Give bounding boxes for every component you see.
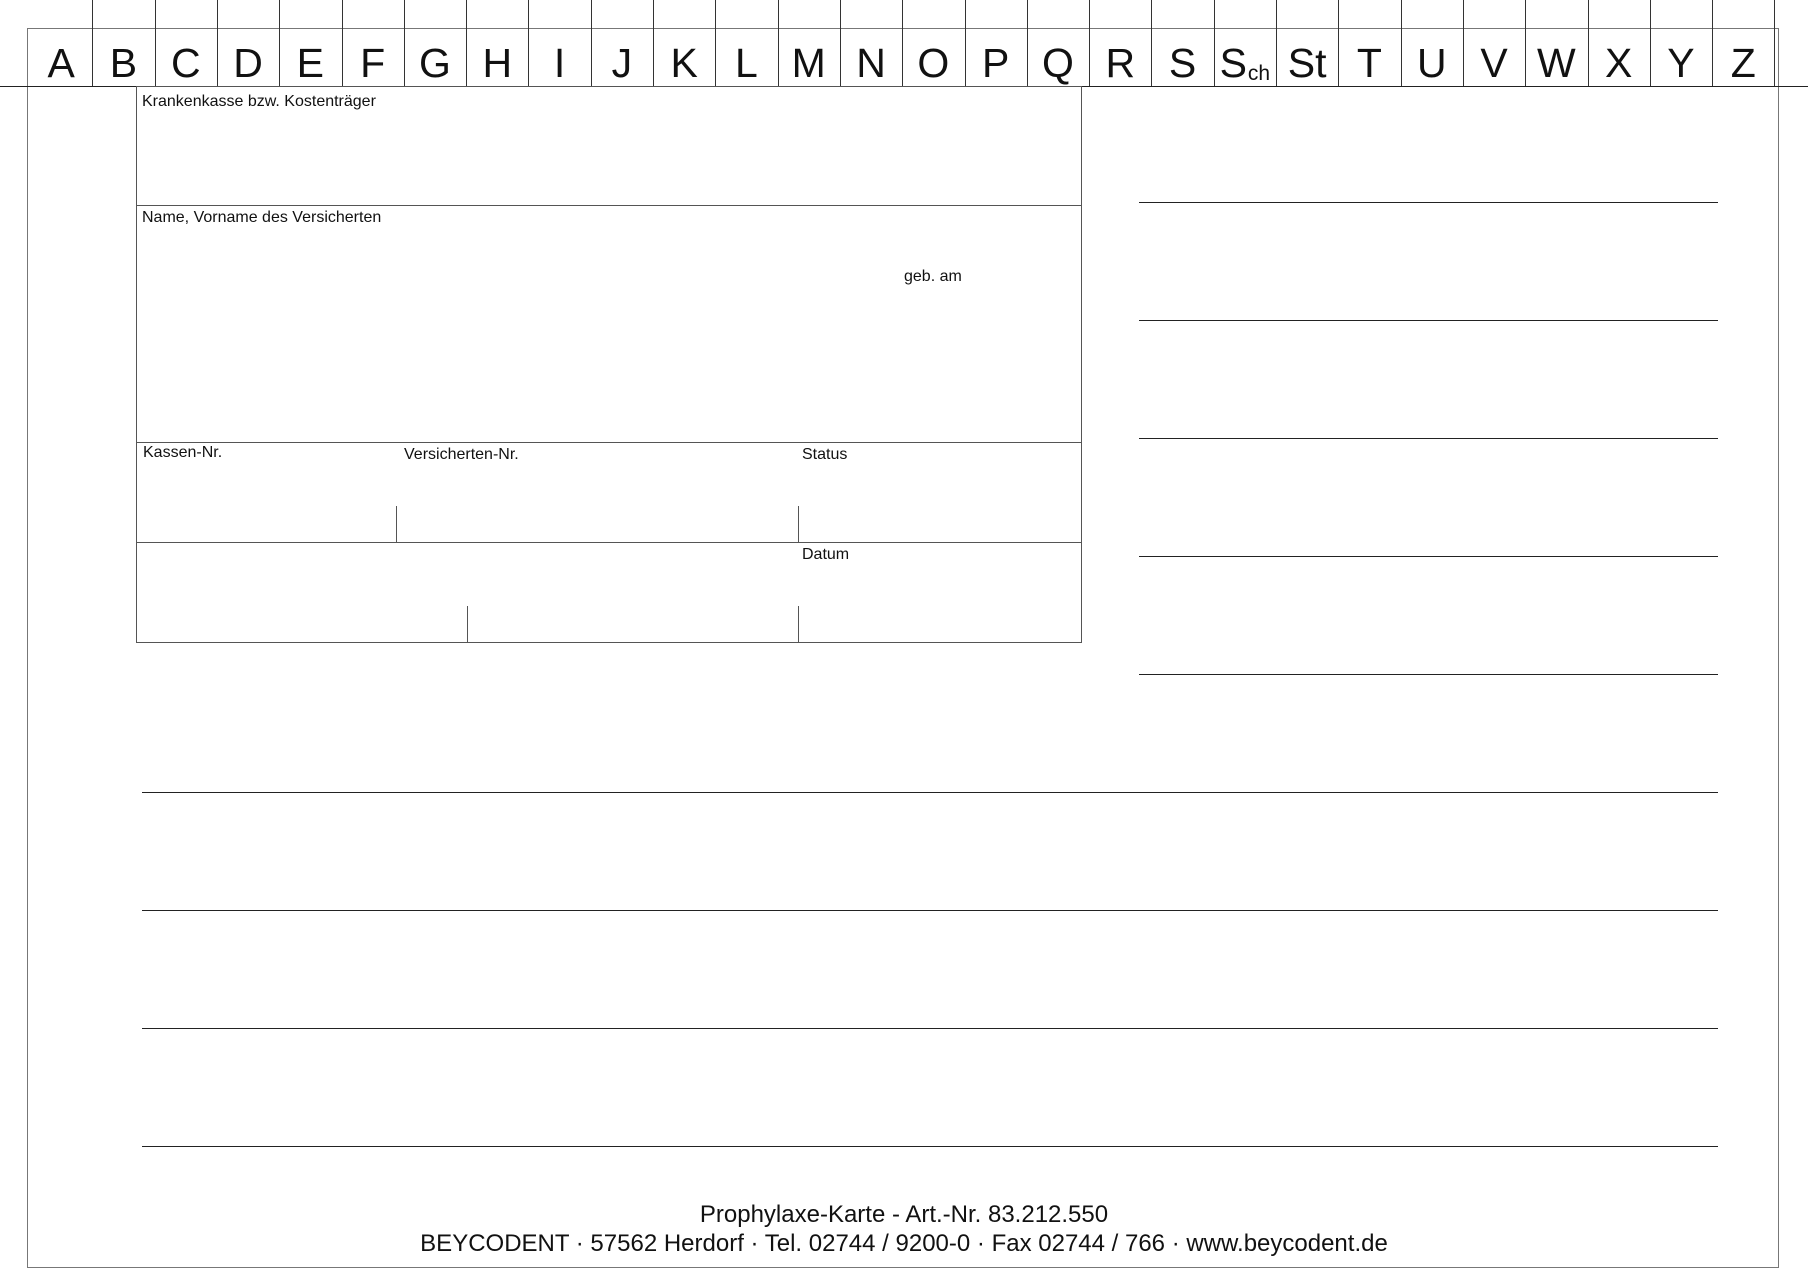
tab-t xyxy=(1338,0,1400,86)
tab-b xyxy=(92,0,154,86)
tab-u xyxy=(1401,0,1463,86)
tab-separator xyxy=(155,0,156,86)
tab-w xyxy=(1525,0,1587,86)
tab-letter: Y xyxy=(1667,40,1695,86)
footer-company-line: BEYCODENT · 57562 Herdorf · Tel. 02744 / 9200-0 · Fax 02744 / 766 · www.beycodent.de xyxy=(420,1230,1388,1257)
tab-separator xyxy=(840,0,841,86)
tab-separator xyxy=(591,0,592,86)
writing-line-right xyxy=(1139,556,1718,557)
tab-sch xyxy=(1214,0,1276,86)
tab-separator xyxy=(279,0,280,86)
tab-m xyxy=(778,0,840,86)
writing-line-full xyxy=(142,1146,1718,1147)
writing-line-right xyxy=(1139,674,1718,675)
tab-letter: F xyxy=(360,40,386,86)
form-box xyxy=(136,86,1082,643)
tab-separator xyxy=(1401,0,1402,86)
tab-k xyxy=(653,0,715,86)
tab-q xyxy=(1027,0,1089,86)
tab-separator xyxy=(1151,0,1152,86)
tab-letter: H xyxy=(482,40,513,86)
tab-letter: X xyxy=(1604,40,1633,86)
tab-letter: S xyxy=(1219,40,1247,86)
tab-st xyxy=(1276,0,1338,86)
form-tick-1 xyxy=(396,506,397,542)
tab-separator xyxy=(1338,0,1339,86)
tab-letter: Z xyxy=(1730,40,1756,86)
form-divider-3 xyxy=(136,542,1082,543)
tab-s xyxy=(1151,0,1213,86)
tab-letter: T xyxy=(1356,40,1382,86)
tab-z xyxy=(1712,0,1774,86)
tab-separator xyxy=(92,0,93,86)
tab-c xyxy=(155,0,217,86)
tab-letter: O xyxy=(917,40,950,86)
writing-line-right xyxy=(1139,202,1718,203)
tab-h xyxy=(466,0,528,86)
tab-separator xyxy=(217,0,218,86)
tab-l xyxy=(715,0,777,86)
form-divider-1 xyxy=(136,205,1082,206)
tab-separator xyxy=(404,0,405,86)
tab-v xyxy=(1463,0,1525,86)
writing-line-full xyxy=(142,910,1718,911)
tab-separator xyxy=(715,0,716,86)
insurer-label: Krankenkasse bzw. Kostenträger xyxy=(142,93,376,110)
form-tick-2 xyxy=(798,506,799,542)
insured-number-label: Versicherten-Nr. xyxy=(404,446,519,463)
tab-letter: G xyxy=(418,40,451,86)
tab-e xyxy=(279,0,341,86)
tab-letter-suffix: ch xyxy=(1247,62,1271,85)
tab-letter: C xyxy=(170,40,201,86)
tab-separator xyxy=(342,0,343,86)
insured-name-label: Name, Vorname des Versicherten xyxy=(142,209,382,226)
tab-g xyxy=(404,0,466,86)
tab-separator xyxy=(1588,0,1589,86)
tab-separator xyxy=(653,0,654,86)
writing-line-full xyxy=(142,1028,1718,1029)
tab-letter: E xyxy=(296,40,325,86)
tab-separator xyxy=(778,0,779,86)
status-label: Status xyxy=(802,446,848,463)
tab-letter: M xyxy=(791,40,826,86)
tab-letter: I xyxy=(553,40,566,86)
tab-p xyxy=(965,0,1027,86)
tab-n xyxy=(840,0,902,86)
tab-separator xyxy=(1712,0,1713,86)
tab-a xyxy=(30,0,92,86)
tab-letter: A xyxy=(47,40,75,86)
tab-letter: K xyxy=(670,40,698,86)
tab-letter: L xyxy=(735,40,758,86)
writing-line-right xyxy=(1139,320,1718,321)
tab-j xyxy=(591,0,653,86)
tab-separator xyxy=(1774,0,1775,86)
tab-separator xyxy=(902,0,903,86)
tab-d xyxy=(217,0,279,86)
tab-letter: Q xyxy=(1041,40,1074,86)
tab-separator xyxy=(1214,0,1215,86)
tab-separator xyxy=(1276,0,1277,86)
tab-separator xyxy=(965,0,966,86)
form-tick-3 xyxy=(467,606,468,643)
writing-line-full xyxy=(142,792,1718,793)
tab-letter: U xyxy=(1416,40,1447,86)
form-divider-2 xyxy=(136,442,1082,443)
birth-date-label: geb. am xyxy=(904,268,962,285)
tab-letter: N xyxy=(856,40,886,86)
date-label: Datum xyxy=(802,546,850,563)
tab-letter: D xyxy=(233,40,263,86)
tab-letter: P xyxy=(981,40,1010,86)
tab-letter: St xyxy=(1287,40,1327,86)
tab-f xyxy=(342,0,404,86)
tab-letter: W xyxy=(1536,40,1576,86)
fund-number-label: Kassen-Nr. xyxy=(143,444,223,461)
tab-separator xyxy=(1027,0,1028,86)
writing-line-right xyxy=(1139,438,1718,439)
tab-separator xyxy=(528,0,529,86)
form-tick-4 xyxy=(798,606,799,643)
tab-separator xyxy=(1650,0,1651,86)
tab-separator xyxy=(466,0,467,86)
tab-o xyxy=(902,0,964,86)
tab-letter: S xyxy=(1168,40,1197,86)
tab-separator xyxy=(1089,0,1090,86)
tab-letter: B xyxy=(109,40,138,86)
tab-y xyxy=(1650,0,1712,86)
tab-i xyxy=(528,0,590,86)
tab-letter: V xyxy=(1480,40,1508,86)
tab-x xyxy=(1588,0,1650,86)
tab-letter: R xyxy=(1105,40,1136,86)
tab-letter: J xyxy=(611,40,633,86)
footer-article-line: Prophylaxe-Karte - Art.-Nr. 83.212.550 xyxy=(699,1201,1109,1228)
tab-separator xyxy=(1525,0,1526,86)
tab-r xyxy=(1089,0,1151,86)
tab-separator xyxy=(1463,0,1464,86)
